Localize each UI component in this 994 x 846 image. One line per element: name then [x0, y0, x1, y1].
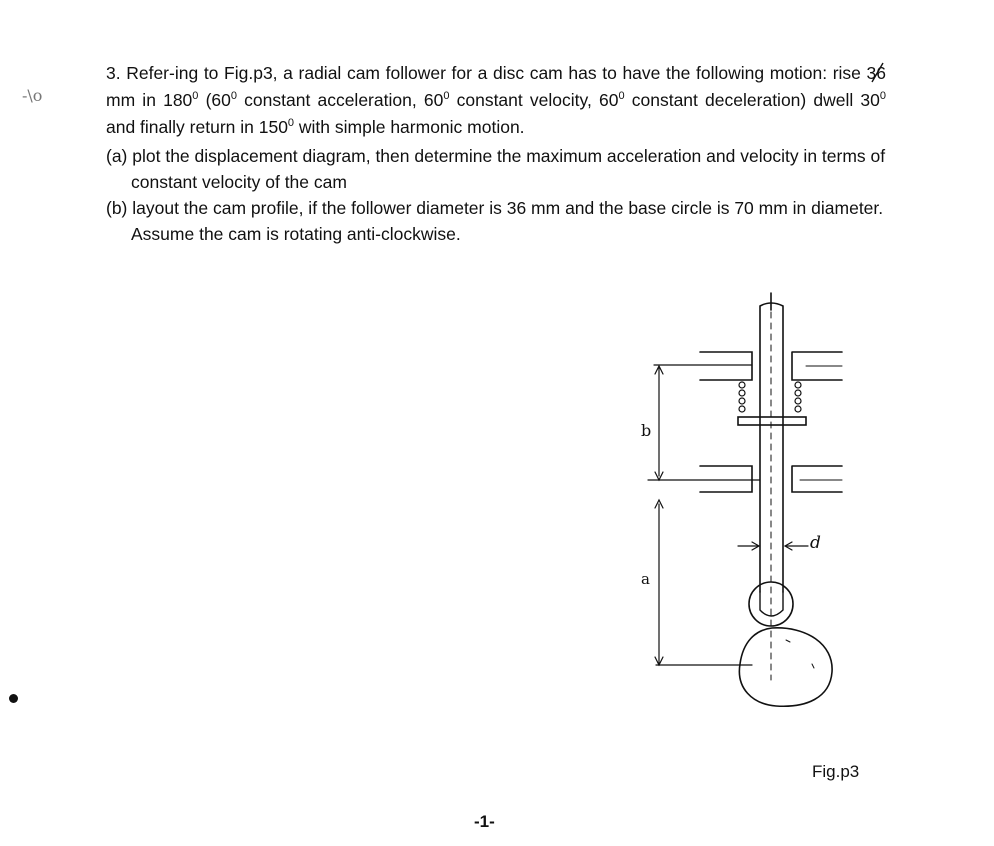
lower-guide-left [700, 466, 752, 492]
upper-guide-left [700, 352, 752, 380]
item-b: (b) layout the cam profile, if the follower diameter is 36 mm and the base circle is 70 mm in diameter. Assume the cam is rotating anti-clockwise. [106, 198, 884, 244]
problem-paragraph: 3. Refer-ing to Fig.p3, a radial cam follower for a disc cam has to have the following motion: rise 36 mm in $180^0$ ($60^0$ constant acceleration, $60^0$ constant velocity, $60^0$ constant deceleration) dwell $30^0$ and finally return in $150^0$ with simple harmonic motion. [106, 63, 887, 137]
scan-speck [9, 694, 18, 703]
left-spring [739, 382, 745, 412]
rise-value: 36 [866, 63, 886, 83]
spring-collar [738, 417, 806, 425]
dim-d-arrows [738, 542, 808, 550]
item-a: (a) plot the displacement diagram, then determine the maximum acceleration and velocity in terms of constant velocity of the cam [106, 146, 886, 192]
right-spring [795, 382, 801, 412]
handwritten-margin-note: -\o [22, 86, 43, 105]
problem-statement [106, 60, 886, 247]
follower-roller [749, 582, 793, 626]
lower-guide-right [792, 466, 842, 492]
dim-label-b: b [641, 421, 652, 440]
upper-guide-right [792, 352, 842, 380]
dim-label-a: a [641, 570, 650, 588]
cam-disc [739, 628, 832, 706]
page-number: -1- [474, 812, 495, 831]
dim-label-d: d [810, 533, 821, 553]
follower-rod [760, 303, 783, 592]
figure-caption: Fig.p3 [812, 762, 860, 781]
